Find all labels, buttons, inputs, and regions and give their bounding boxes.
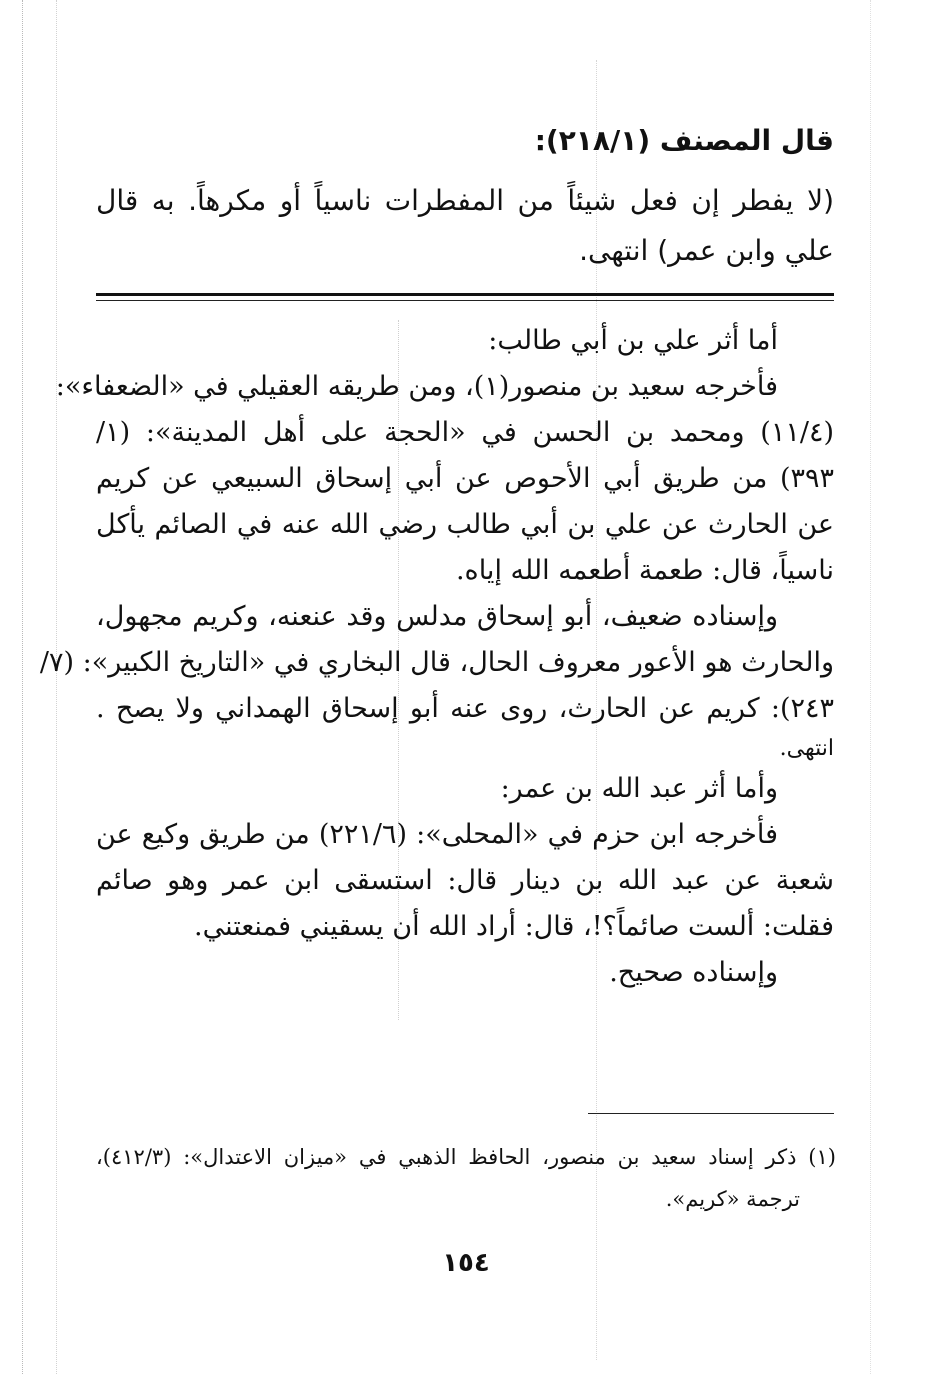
quoted-text: [96, 176, 834, 276]
body-line: وأما أثر عبد الله بن عمر:: [500, 773, 778, 804]
scan-guide-line: [870, 0, 871, 1374]
separator-rule-thick: [96, 293, 834, 296]
scan-guide-line: [22, 0, 23, 1374]
body-text: [39, 318, 834, 996]
footnote: [96, 1136, 836, 1220]
body-line: وإسناده صحيح.: [609, 957, 778, 988]
page-number: ١٥٤: [442, 1248, 490, 1278]
body-line: (١١/٤) ومحمد بن الحسن في «الحجة على أهل المدينة»: (١/: [96, 417, 834, 448]
footnote-line: (١) ذكر إسناد سعيد بن منصور، الحافظ الذهبي في «ميزان الاعتدال»: (٤١٢/٣)،: [96, 1145, 836, 1169]
body-line: وإسناده ضعيف، أبو إسحاق مدلس وقد عنعنه، وكريم مجهول،: [96, 601, 778, 632]
body-line: شعبة عن عبد الله بن دينار قال: استسقى ابن عمر وهو صائم: [96, 865, 834, 896]
body-line: فأخرجه سعيد بن منصور(١)، ومن طريقه العقيلي في «الضعفاء»:: [55, 371, 778, 402]
body-line: ٣٩٣) من طريق أبي الأحوص عن أبي إسحاق السبيعي عن كريم: [96, 463, 834, 494]
body-line: والحارث هو الأعور معروف الحال، قال البخاري في «التاريخ الكبير»: (٧/: [39, 647, 834, 678]
scan-guide-line: [56, 0, 57, 1374]
body-line: فأخرجه ابن حزم في «المحلى»: (٢٢١/٦) من طريق وكيع عن: [96, 819, 779, 850]
body-line: ٢٤٣): كريم عن الحارث، روى عنه أبو إسحاق الهمداني ولا يصح .: [96, 693, 834, 724]
quote-line: علي وابن عمر) انتهى.: [579, 234, 834, 267]
body-line: عن الحارث عن علي بن أبي طالب رضي الله عنه في الصائم يأكل: [96, 509, 834, 540]
body-line: أما أثر علي بن أبي طالب:: [488, 325, 778, 356]
body-line: فقلت: ألست صائماً؟!، قال: أراد الله أن يسقيني فمنعتني.: [193, 911, 834, 942]
quote-line: (لا يفطر إن فعل شيئاً من المفطرات ناسياً أو مكرهاً. به قال: [96, 184, 834, 217]
body-line: ناسياً، قال: طعمة أطعمه الله إياه.: [455, 555, 834, 586]
section-heading: قال المصنف (٢١٨/١):: [534, 124, 834, 157]
separator-rule-thin: [96, 300, 834, 301]
body-line: انتهى.: [779, 736, 834, 761]
footnote-line: ترجمة «كريم».: [665, 1187, 800, 1211]
footnote-separator: [588, 1113, 834, 1114]
